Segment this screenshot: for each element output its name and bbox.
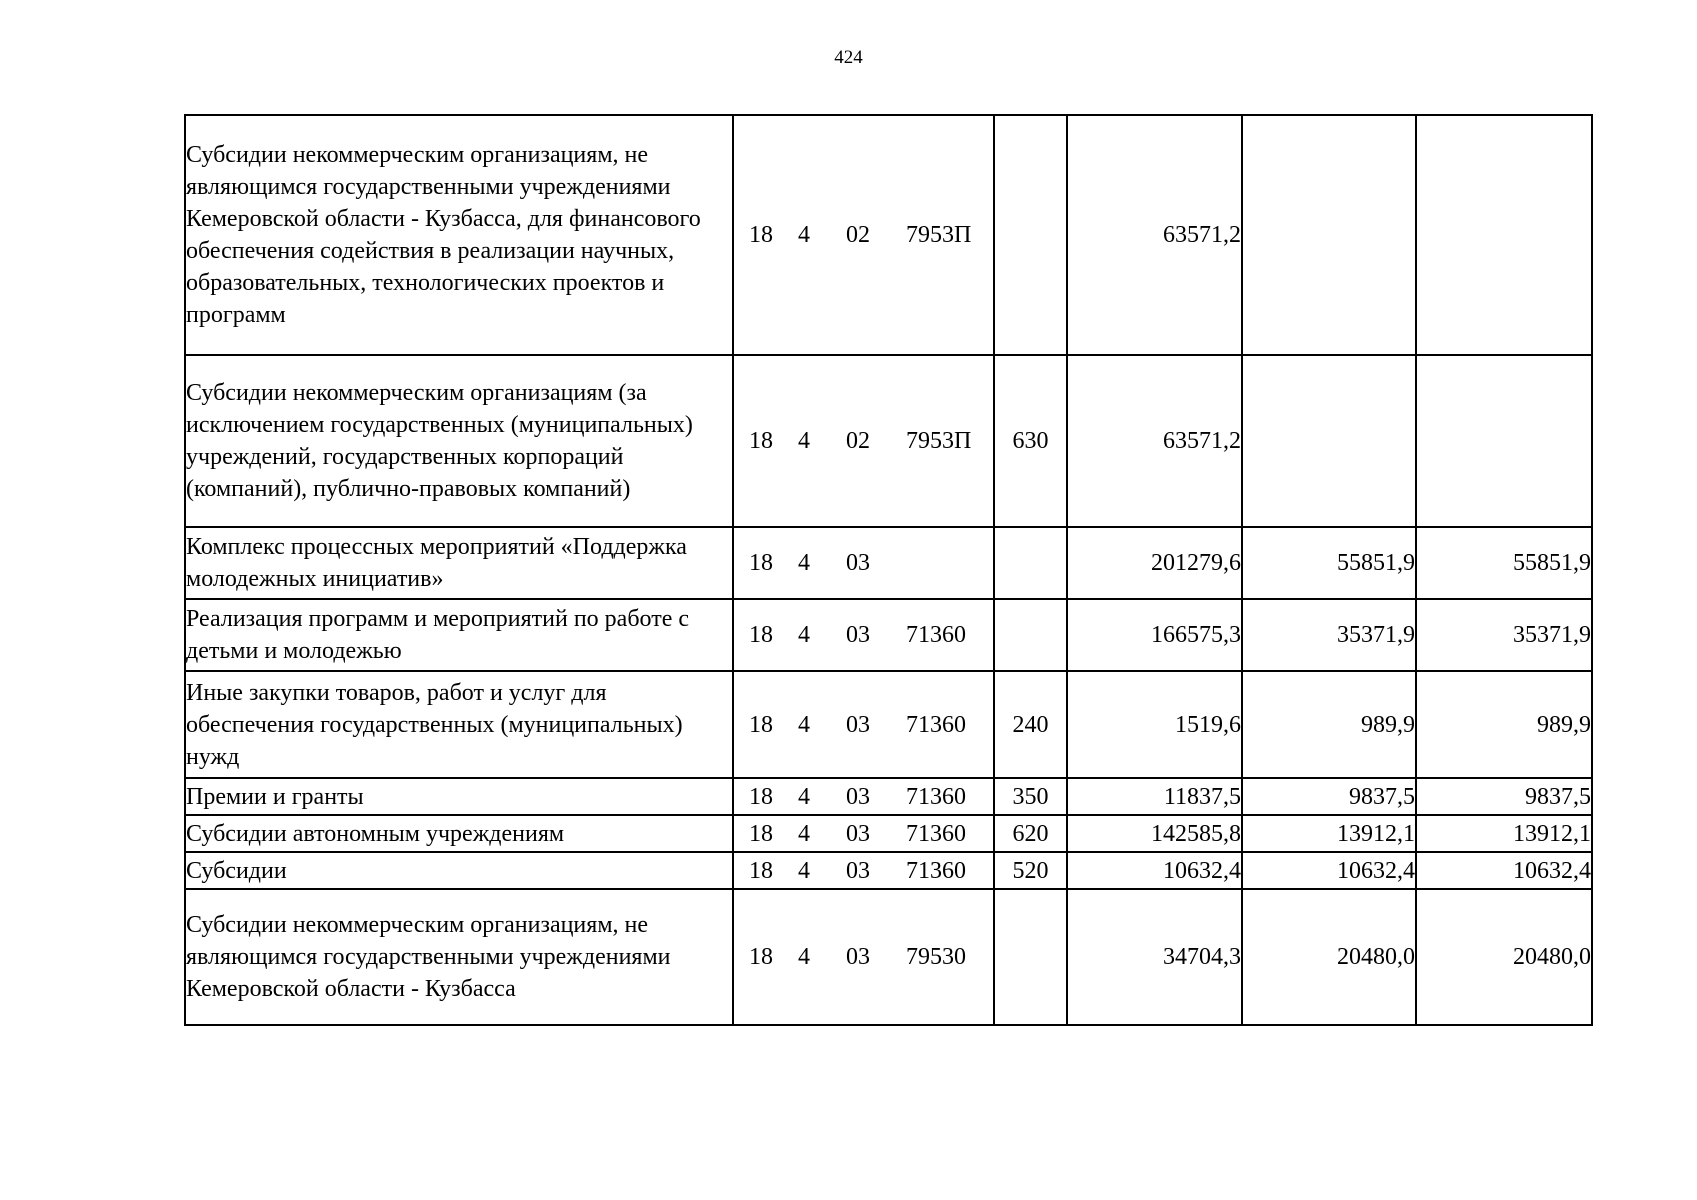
subprogram-code: 4: [798, 711, 810, 738]
activity-code: 03: [846, 622, 870, 648]
program-code: 18: [749, 944, 773, 970]
row-name-cell: Субсидии некоммерческим организациям, не являющимся государственными учреждениями Кемеровской области - Кузбасса, для финансового обеспечения содействия в реализации научных, образовательных, технологических проектов и программ: [185, 115, 733, 355]
amount-year3-cell: 9837,5: [1416, 778, 1592, 815]
row-codes-cell: [733, 671, 994, 778]
direction-code: 71360: [906, 711, 966, 738]
amount-year3-cell: 13912,1: [1416, 815, 1592, 852]
amount-year3-cell: 35371,9: [1416, 599, 1592, 671]
amount-year2-cell: [1242, 355, 1416, 527]
activity-code: 03: [846, 783, 870, 810]
program-code: 18: [749, 428, 773, 454]
row-codes-cell: [733, 889, 994, 1025]
activity-code: 02: [846, 428, 870, 454]
expense-type-cell: 350: [994, 778, 1067, 815]
amount-year3-cell: 10632,4: [1416, 852, 1592, 889]
row-name-cell: Комплекс процессных мероприятий «Поддержка молодежных инициатив»: [185, 527, 733, 599]
table-row: [185, 671, 1592, 778]
expense-type-cell: [994, 115, 1067, 355]
amount-year1-cell: 166575,3: [1067, 599, 1242, 671]
amount-year2-cell: 989,9: [1242, 671, 1416, 778]
row-name-cell: Субсидии некоммерческим организациям (за исключением государственных (муниципальных) учреждений, государственных корпораций (компаний), публично-правовых компаний): [185, 355, 733, 527]
budget-table: [184, 114, 1593, 1026]
expense-type-cell: [994, 527, 1067, 599]
row-name-cell: Реализация программ и мероприятий по работе с детьми и молодежью: [185, 599, 733, 671]
table-row: [185, 815, 1592, 852]
direction-code: 7953П: [906, 428, 972, 454]
amount-year1-cell: 11837,5: [1067, 778, 1242, 815]
amount-year1-cell: 201279,6: [1067, 527, 1242, 599]
program-code: 18: [749, 622, 773, 648]
table-row: [185, 889, 1592, 1025]
amount-year3-cell: 55851,9: [1416, 527, 1592, 599]
program-code: 18: [749, 857, 773, 884]
amount-year3-cell: [1416, 115, 1592, 355]
amount-year2-cell: [1242, 115, 1416, 355]
direction-code: 71360: [906, 820, 966, 847]
row-codes-cell: [733, 852, 994, 889]
amount-year3-cell: 20480,0: [1416, 889, 1592, 1025]
program-code: 18: [749, 550, 773, 576]
amount-year3-cell: 989,9: [1416, 671, 1592, 778]
expense-type-cell: 240: [994, 671, 1067, 778]
row-codes-cell: [733, 355, 994, 527]
subprogram-code: 4: [798, 222, 810, 248]
subprogram-code: 4: [798, 820, 810, 847]
table-row: [185, 778, 1592, 815]
direction-code: 71360: [906, 622, 966, 648]
table-row: [185, 115, 1592, 355]
activity-code: 03: [846, 944, 870, 970]
activity-code: 03: [846, 857, 870, 884]
row-name-cell: Субсидии: [185, 852, 733, 889]
row-codes-cell: [733, 527, 994, 599]
amount-year2-cell: 10632,4: [1242, 852, 1416, 889]
amount-year1-cell: 34704,3: [1067, 889, 1242, 1025]
row-name-cell: Субсидии некоммерческим организациям, не являющимся государственными учреждениями Кемеровской области - Кузбасса: [185, 889, 733, 1025]
row-name-cell: Премии и гранты: [185, 778, 733, 815]
page-number: 424: [834, 47, 863, 68]
row-name-cell: Иные закупки товаров, работ и услуг для обеспечения государственных (муниципальных) нужд: [185, 671, 733, 778]
expense-type-cell: 620: [994, 815, 1067, 852]
row-name-cell: Субсидии автономным учреждениям: [185, 815, 733, 852]
amount-year1-cell: 63571,2: [1067, 355, 1242, 527]
amount-year1-cell: 142585,8: [1067, 815, 1242, 852]
direction-code: 7953П: [906, 222, 972, 248]
row-codes-cell: [733, 599, 994, 671]
amount-year2-cell: 55851,9: [1242, 527, 1416, 599]
direction-code: 79530: [906, 944, 966, 970]
activity-code: 03: [846, 550, 870, 576]
subprogram-code: 4: [798, 622, 810, 648]
expense-type-cell: 520: [994, 852, 1067, 889]
expense-type-cell: [994, 889, 1067, 1025]
subprogram-code: 4: [798, 550, 810, 576]
table-row: [185, 355, 1592, 527]
table-row: [185, 527, 1592, 599]
activity-code: 03: [846, 711, 870, 738]
table-row: [185, 599, 1592, 671]
direction-code: 71360: [906, 857, 966, 884]
program-code: 18: [749, 820, 773, 847]
activity-code: 03: [846, 820, 870, 847]
subprogram-code: 4: [798, 857, 810, 884]
subprogram-code: 4: [798, 428, 810, 454]
amount-year2-cell: 20480,0: [1242, 889, 1416, 1025]
amount-year1-cell: 63571,2: [1067, 115, 1242, 355]
amount-year1-cell: 10632,4: [1067, 852, 1242, 889]
expense-type-cell: 630: [994, 355, 1067, 527]
amount-year1-cell: 1519,6: [1067, 671, 1242, 778]
amount-year2-cell: 35371,9: [1242, 599, 1416, 671]
amount-year2-cell: 13912,1: [1242, 815, 1416, 852]
subprogram-code: 4: [798, 783, 810, 810]
direction-code: 71360: [906, 783, 966, 810]
amount-year2-cell: 9837,5: [1242, 778, 1416, 815]
program-code: 18: [749, 222, 773, 248]
amount-year3-cell: [1416, 355, 1592, 527]
expense-type-cell: [994, 599, 1067, 671]
table-row: [185, 852, 1592, 889]
row-codes-cell: [733, 115, 994, 355]
row-codes-cell: [733, 778, 994, 815]
row-codes-cell: [733, 815, 994, 852]
program-code: 18: [749, 783, 773, 810]
activity-code: 02: [846, 222, 870, 248]
program-code: 18: [749, 711, 773, 738]
subprogram-code: 4: [798, 944, 810, 970]
